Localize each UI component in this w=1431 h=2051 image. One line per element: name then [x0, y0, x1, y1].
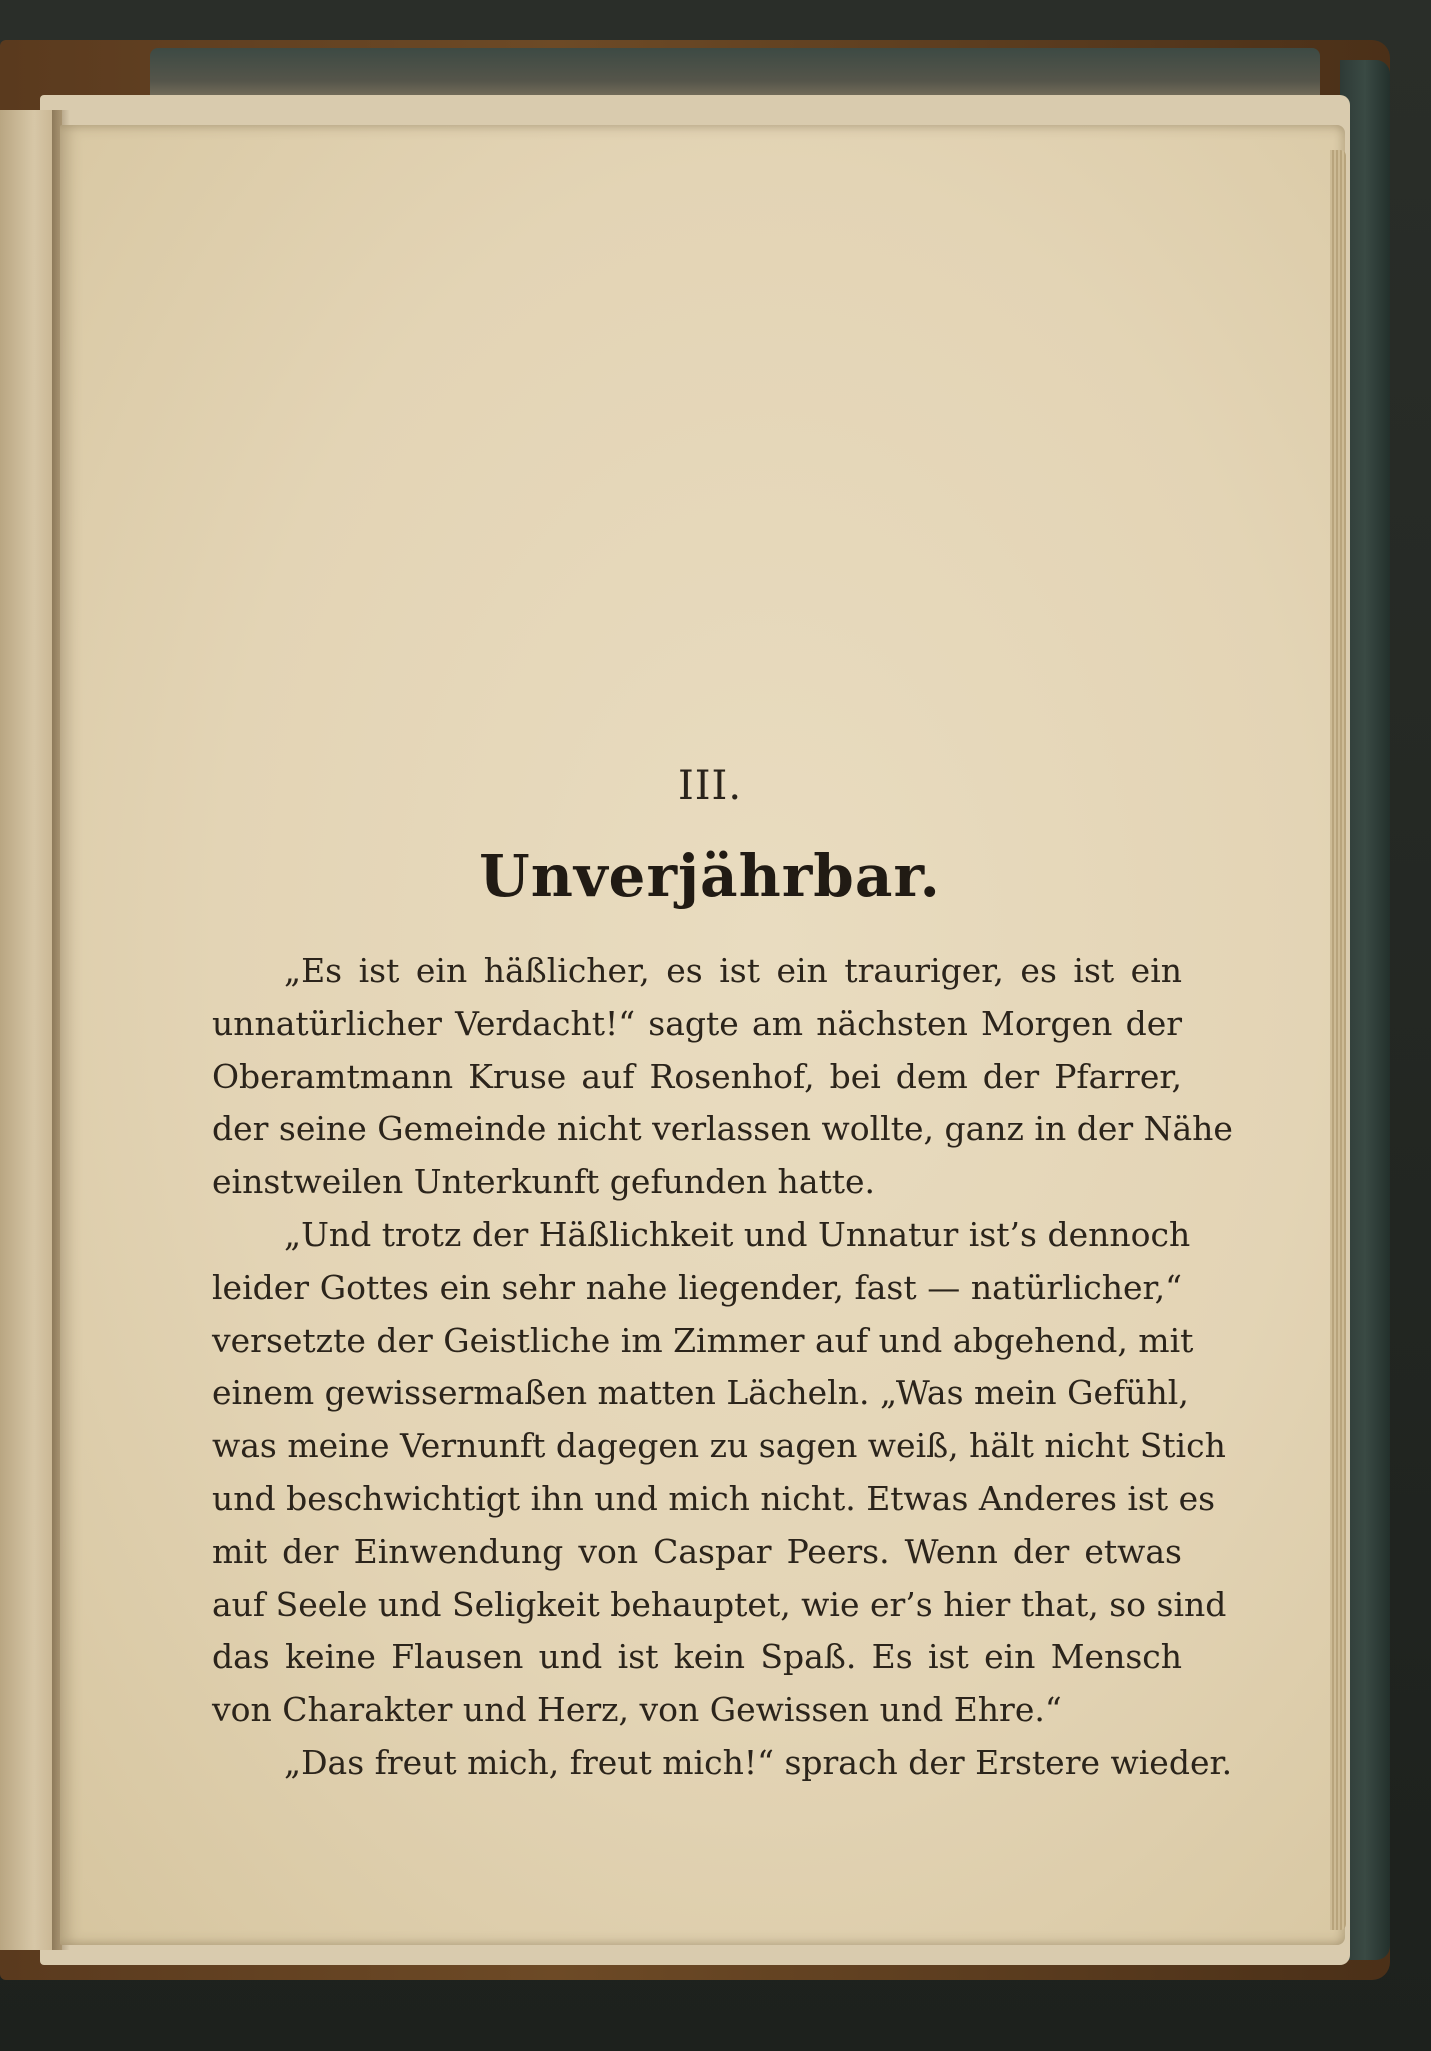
text-line: von Charakter und Herz, von Gewissen und Ehre.“ — [212, 1690, 1062, 1730]
body-text — [212, 945, 1233, 1790]
text-line: der seine Gemeinde nicht verlassen wollte, ganz in der Nähe — [212, 1109, 1233, 1149]
text-line: das keine Flausen und ist kein Spaß. Es ist ein Mensch — [212, 1637, 1182, 1677]
text-line: mit der Einwendung von Caspar Peers. Wenn der etwas — [212, 1531, 1182, 1571]
text-line: einstweilen Unterkunft gefunden hatte. — [212, 1162, 876, 1202]
text-line: „Das freut mich, freut mich!“ sprach der Erstere wieder. — [284, 1742, 1233, 1782]
text-line: versetzte der Geistliche im Zimmer auf und abgehend, mit — [212, 1320, 1194, 1360]
text-line: „Es ist ein häßlicher, es ist ein trauriger, es ist ein — [284, 951, 1182, 990]
chapter-title: Unverjährbar. — [479, 842, 941, 910]
chapter-number: III. — [677, 763, 743, 809]
text-line: und beschwichtigt ihn und mich nicht. Etwas Anderes ist es — [212, 1478, 1216, 1518]
text-line: auf Seele und Seligkeit behauptet, wie er’s hier that, so sind — [212, 1584, 1227, 1624]
text-line: leider Gottes ein sehr nahe liegender, fast — natürlicher,“ — [212, 1267, 1182, 1307]
text-line: unnatürlicher Verdacht!“ sagte am nächsten Morgen der — [212, 1003, 1182, 1043]
text-line: „Und trotz der Häßlichkeit und Unnatur ist’s dennoch — [284, 1214, 1191, 1254]
text-line: Oberamtmann Kruse auf Rosenhof, bei dem der Pfarrer, — [212, 1056, 1182, 1096]
page-fore-edges — [1330, 150, 1346, 1930]
text-line: einem gewissermaßen matten Lächeln. „Was mein Gefühl, — [212, 1373, 1189, 1413]
text-line: was meine Vernunft dagegen zu sagen weiß, hält nicht Stich — [212, 1426, 1226, 1466]
